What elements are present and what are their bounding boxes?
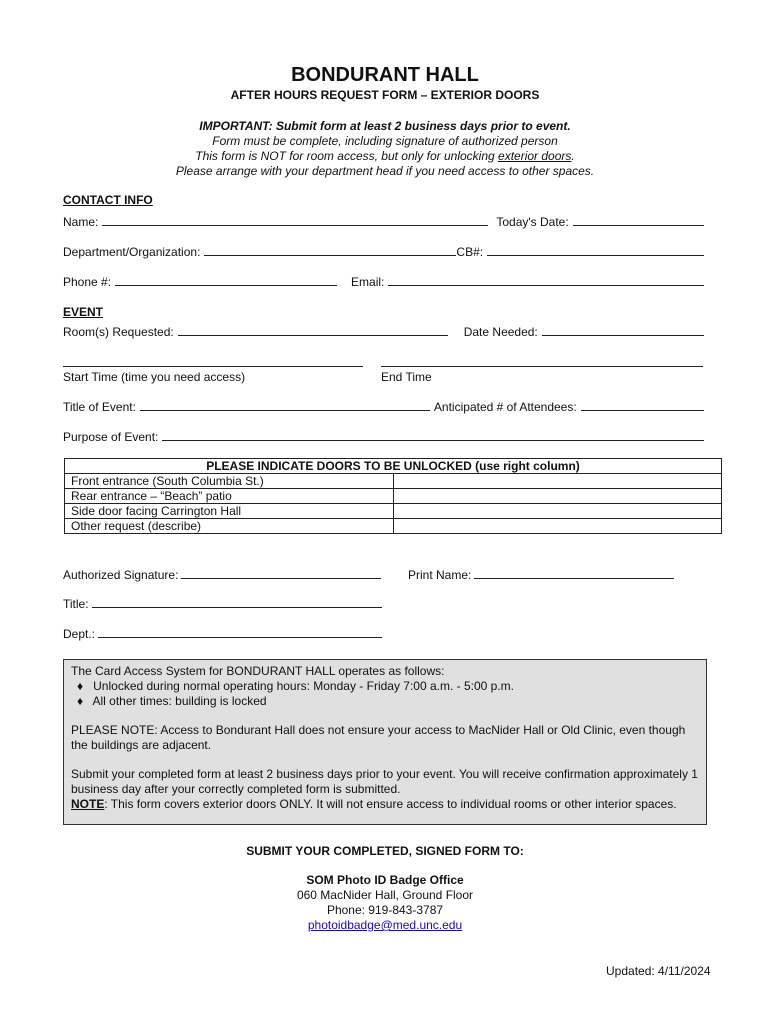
signer-dept-field[interactable] (98, 627, 382, 638)
name-row (63, 215, 708, 229)
notice-note-label: NOTE (71, 797, 105, 811)
instruction-line-1: Form must be complete, including signature of authorized person (212, 134, 558, 148)
phone-field[interactable] (115, 275, 337, 286)
door-option-input[interactable] (394, 504, 722, 519)
instruction-line-2 (0, 149, 770, 163)
start-time-field[interactable] (63, 366, 363, 367)
door-option-input[interactable] (394, 474, 722, 489)
purpose-row (63, 430, 708, 444)
notice-note-text: : This form covers exterior doors ONLY. It will not ensure access to individual rooms or other interior spaces. (104, 797, 677, 811)
purpose-label: Purpose of Event: (63, 430, 159, 444)
instruction-line-2-text: This form is NOT for room access, but only for unlocking (195, 149, 499, 163)
diamond-bullet-icon: ♦ (77, 679, 84, 693)
doors-table-header-row (65, 459, 722, 474)
notice-bullet-2 (71, 694, 699, 709)
notice-bullet-1 (71, 679, 699, 694)
cb-field[interactable] (487, 245, 704, 256)
todays-date-field[interactable] (573, 215, 704, 226)
phone-label: Phone #: (63, 275, 112, 289)
important-note: IMPORTANT: Submit form at least 2 business days prior to event. (199, 119, 571, 133)
office-phone: Phone: 919-843-3787 (326, 903, 444, 917)
rooms-label: Room(s) Requested: (63, 325, 174, 339)
signer-dept-row (63, 627, 385, 641)
authorized-signature-label: Authorized Signature: (63, 568, 179, 582)
email-label: Email: (351, 275, 385, 289)
office-name: SOM Photo ID Badge Office (306, 873, 464, 887)
rooms-row (63, 325, 708, 339)
door-option-label: Rear entrance – “Beach” patio (65, 489, 394, 504)
table-row (65, 474, 722, 489)
diamond-bullet-icon: ♦ (77, 694, 84, 708)
name-label: Name: (63, 215, 99, 229)
start-time-label: Start Time (time you need access) (63, 370, 246, 384)
notice-intro: The Card Access System for BONDURANT HALL operates as follows: (71, 664, 445, 678)
department-label: Department/Organization: (63, 245, 201, 259)
signer-title-row (63, 597, 385, 611)
end-time-label: End Time (381, 370, 432, 384)
notice-bullet-1-text: Unlocked during normal operating hours: Monday - Friday 7:00 a.m. - 5:00 p.m. (93, 679, 515, 693)
signer-title-label: Title: (63, 597, 89, 611)
signer-title-field[interactable] (92, 597, 382, 608)
page-title: BONDURANT HALL (291, 64, 479, 86)
department-field[interactable] (204, 245, 456, 256)
office-email-row (0, 918, 770, 932)
office-address: 060 MacNider Hall, Ground Floor (296, 888, 474, 902)
door-option-input[interactable] (394, 519, 722, 534)
notice-bullet-2-text: All other times: building is locked (92, 694, 267, 708)
door-option-label: Front entrance (South Columbia St.) (65, 474, 394, 489)
office-email-link[interactable]: photoidbadge@med.unc.edu (307, 918, 463, 932)
print-name-field[interactable] (474, 568, 674, 579)
print-name-label: Print Name: (408, 568, 472, 582)
authorized-signature-row (63, 568, 384, 582)
card-access-notice (63, 659, 707, 825)
rooms-field[interactable] (178, 325, 448, 336)
signer-dept-label: Dept.: (63, 627, 96, 641)
contact-info-heading: CONTACT INFO (63, 193, 153, 207)
door-option-input[interactable] (394, 489, 722, 504)
todays-date-label: Today's Date: (496, 215, 569, 229)
event-title-label: Title of Event: (63, 400, 136, 414)
notice-please-note: PLEASE NOTE: Access to Bondurant Hall does not ensure your access to MacNider Hall or Old Clinic, even though the buildings are adjacent. (71, 723, 686, 752)
end-time-field[interactable] (381, 366, 703, 367)
instruction-line-2-end: . (571, 149, 575, 163)
attendees-field[interactable] (581, 400, 704, 411)
department-row (63, 245, 708, 259)
event-title-field[interactable] (140, 400, 430, 411)
instruction-line-3: Please arrange with your department head if you need access to other spaces. (175, 164, 595, 178)
cb-label: CB#: (456, 245, 484, 259)
submit-heading: SUBMIT YOUR COMPLETED, SIGNED FORM TO: (246, 844, 524, 858)
email-field[interactable] (388, 275, 704, 286)
notice-submit: Submit your completed form at least 2 business days prior to your event. You will receive confirmation approximately 1 business day after your correctly completed form is submitted. (71, 767, 698, 796)
doors-table (64, 458, 722, 534)
print-name-row (408, 568, 677, 582)
form-subtitle: AFTER HOURS REQUEST FORM – EXTERIOR DOORS (230, 88, 540, 102)
exterior-doors-emphasis: exterior doors (498, 149, 572, 163)
date-needed-label: Date Needed: (463, 325, 538, 339)
door-option-label: Side door facing Carrington Hall (65, 504, 394, 519)
doors-table-header: PLEASE INDICATE DOORS TO BE UNLOCKED (use right column) (65, 459, 722, 474)
table-row (65, 489, 722, 504)
event-title-row (63, 400, 708, 414)
notice-note (71, 797, 699, 812)
attendees-label: Anticipated # of Attendees: (433, 400, 577, 414)
table-row (65, 504, 722, 519)
name-field[interactable] (102, 215, 488, 226)
door-option-label: Other request (describe) (65, 519, 394, 534)
event-heading: EVENT (63, 305, 104, 319)
updated-date: Updated: 4/11/2024 (606, 964, 711, 978)
table-row (65, 519, 722, 534)
purpose-field[interactable] (162, 430, 704, 441)
authorized-signature-field[interactable] (181, 568, 381, 579)
phone-row (63, 275, 708, 289)
date-needed-field[interactable] (542, 325, 704, 336)
